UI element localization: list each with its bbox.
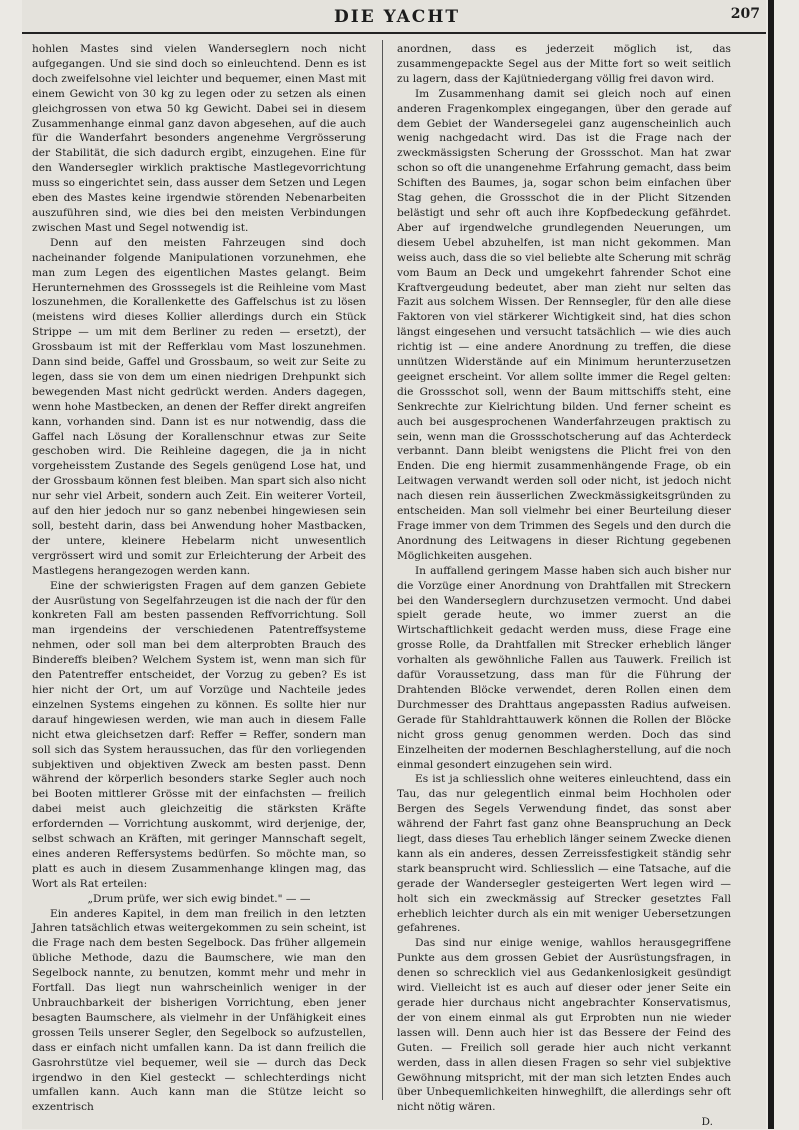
author-signature: D.	[701, 1116, 713, 1129]
column-divider	[382, 40, 383, 1100]
paragraph: hohlen Mastes sind vielen Wanderseglern noch nicht aufgegangen. Und sie sind doch so einleuchtend. Denn es ist doch zweifelsohne viel leichter und bequemer, einen Mast mit einem Gewicht von 30 kg zu legen oder zu setzen als einen gleichgrossen von etwa 50 kg Gewicht. Dabei sei in diesem Zusammenhange einmal ganz davon abgesehen, auf die auch für die Wanderfahrt besonders angenehme Vergrösserung der Stabilität, die sich dadurch ergibt, einzugehen. Eine für den Wandersegler wirklich praktische Mastlegevorrichtung muss so eingerichtet sein, dass ausser dem Setzen und Legen eben des Mastes keine irgendwie störenden Nebenarbeiten auszuführen sind, wie dies bei den meisten Verbindungen zwischen Mast und Segel notwendig ist.	[32, 43, 366, 234]
paragraph: Das sind nur einige wenige, wahllos herausgegriffene Punkte aus dem grossen Gebiet der Ausrüstungsfragen, in denen so schrecklich viel aus Gedankenlosigkeit gesündigt wird. Vielleicht ist es auch auf dieser oder jener Seite ein gerade hier durchaus nicht angebrachter Konservatismus, der von einem einmal als gut Erprobten nun nie wieder lassen will. Denn auch hier ist das Bessere der Feind des Guten. — Freilich soll gerade hier auch nicht verkannt werden, dass in allen diesen Fragen so sehr viel subjektive Gewöhnung mitspricht, mit der man sich letzten Endes auch über Unbequemlichkeiten hinweghilft, die allerdings sehr oft nicht nötig wären.	[397, 937, 731, 1114]
page-edge	[768, 0, 774, 1129]
left-column	[32, 42, 366, 1115]
paragraph: anordnen, dass es jederzeit möglich ist, das zusammengepackte Segel aus der Mitte fort so weit seitlich zu lagern, dass der Kajütniedergang völlig frei davon wird.	[397, 43, 731, 85]
paragraph: Ein anderes Kapitel, in dem man freilich in den letzten Jahren tatsächlich etwas weitergekommen zu sein scheint, ist die Frage nach dem besten Segelbock. Das früher allgemein übliche Methode, dazu die Baumschere, wie man den Segelbock nannte, zu benutzen, kommt mehr und mehr in Fortfall. Das liegt nun wahrscheinlich weniger in der Unbrauchbarkeit der bisherigen Vorrichtung, eben jener besagten Baumschere, als vielmehr in der Unfähigkeit eines grossen Teils unserer Segler, den Segelbock so aufzustellen, dass er einfach nicht umfallen kann. Da ist dann freilich die Gasrohrstütze viel bequemer, weil sie — durch das Deck irgendwo in den Kiel gesteckt — schlechterdings nicht umfallen kann. Auch kann man die Stütze leicht so exzentrisch	[32, 907, 366, 1114]
paragraph: Denn auf den meisten Fahrzeugen sind doch nacheinander folgende Manipulationen vorzunehmen, ehe man zum Legen des eigentlichen Mastes gelangt. Beim Herunternehmen des Grosssegels ist die Reihleine vom Mast loszunehmen, die Korallenkette des Gaffelschus ist zu lösen (meistens wird dieses Kollier allerdings durch ein Stück Strippe — um mit dem Berliner zu reden — ersetzt), der Grossbaum ist mit der Refferklau vom Mast loszunehmen. Dann sind beide, Gaffel und Grossbaum, so weit zur Seite zu legen, dass sie von dem um einen niedrigen Drehpunkt sich bewegenden Mast nicht gedrückt werden. Anders dagegen, wenn hohe Mastbecken, an denen der Reffer direkt angreifen kann, vorhanden sind. Dann ist es nur notwendig, dass die Gaffel nach Lösung der Korallenschnur etwas zur Seite geschoben wird. Die Reihleine dagegen, die ja in nicht vorgeheisstem Zustande des Segels genügend Lose hat, und der Grossbaum können fest bleiben. Man spart sich also nicht nur sehr viel Arbeit, sondern auch Zeit. Ein weiterer Vorteil, auf den hier jedoch nur so ganz nebenbei hingewiesen sein soll, besteht darin, dass bei Anwendung hoher Mastbacken, der untere, kleinere Hebelarm nicht unwesentlich vergrössert wird und somit zur Erleichterung der Arbeit des Mastlegens herangezogen werden kann.	[32, 236, 366, 577]
magazine-title: DIE YACHT	[334, 7, 461, 27]
paragraph: Im Zusammenhang damit sei gleich noch auf einen anderen Fragenkomplex eingegangen, über den gerade auf dem Gebiet der Wandersegelei ganz augenscheinlich auch wenig nachgedacht wird. Das ist die Frage nach der zweckmässigsten Scherung der Grossschot. Man hat zwar schon so oft die unangenehme Erfahrung gemacht, dass beim Schiften des Baumes, ja, sogar schon beim einfachen über Stag gehen, die Grossschot die in der Plicht Sitzenden belästigt und sehr oft auch ihre Kopfbedeckung gefährdet. Aber auf irgendwelche grundlegenden Neuerungen, um diesem Uebel abzuhelfen, ist man nicht gekommen. Man weiss auch, dass die so viel beliebte alte Scherung mit schräg vom Baum an Deck und umgekehrt fahrender Schot eine Kraftvergeudung bedeutet, aber man zieht nur selten das Fazit aus solchem Wissen. Der Rennsegler, für den alle diese Faktoren von viel stärkerer Wichtigkeit sind, hat dies schon längst eingesehen und versucht tatsächlich — wie dies auch richtig ist — eine andere Anordnung zu treffen, die diese unnützen Widerstände auf ein Minimum herunterzusetzen geeignet erscheint. Vor allem sollte immer die Regel gelten: die Grossschot soll, wenn der Baum mittschiffs steht, eine Senkrechte zur Kielrichtung bilden. Und ferner scheint es auch bei ausgesprochenen Wanderfahrzeugen praktisch zu sein, wenn man die Grossschotscherung auf das Achterdeck verbannt. Dann bleibt wenigstens die Plicht frei von den Enden. Die eng hiermit zusammenhängende Frage, ob ein Leitwagen verwandt werden soll oder nicht, ist jedoch nicht nach diesen rein äusserlichen Zweckmässigkeitsgründen zu entscheiden. Man soll vielmehr bei einer Beurteilung dieser Frage immer von dem Trimmen des Segels und den durch die Anordnung des Leitwagens in dieser Richtung gegebenen Möglichkeiten ausgehen.	[397, 87, 731, 562]
page-number: 207	[730, 6, 760, 22]
magazine-page	[22, 0, 766, 1129]
quote-line: „Drum prüfe, wer sich ewig bindet." — —	[87, 892, 311, 905]
paragraph: Eine der schwierigsten Fragen auf dem ganzen Gebiete der Ausrüstung von Segelfahrzeugen ist die nach der für den konkreten Fall am besten passenden Reffvorrichtung. Soll man irgendeins der verschiedenen Patentreffsysteme nehmen, oder soll man bei dem alterprobten Brauch des Bindereffs bleiben? Welchem System ist, wenn man sich für den Patentreffer entscheidet, der Vorzug zu geben? Es ist hier nicht der Ort, um auf Vorzüge und Nachteile jedes einzelnen Systems eingehen zu können. Es sollte hier nur darauf hingewiesen werden, wie man auch in diesem Falle nicht etwa gleichsetzen darf: Reffer = Reffer, sondern man soll sich das System heraussuchen, das für den vorliegenden subjektiven und objektiven Zweck am besten passt. Denn während der körperlich besonders starke Segler auch noch bei Booten mittlerer Grösse mit der einfachsten — freilich dabei meist auch gleichzeitig die stärksten Kräfte erfordernden — Vorrichtung auskommt, wird derjenige, der, selbst schwach an Kräften, mit geringer Mannschaft segelt, eines anderen Reffersystems bedürfen. So möchte man, so platt es auch in diesem Zusammenhange klingen mag, das Wort als Rat erteilen:	[32, 579, 366, 890]
paragraph: In auffallend geringem Masse haben sich auch bisher nur die Vorzüge einer Anordnung von Drahtfallen mit Streckern bei den Wanderseglern durchzusetzen vermocht. Und dabei spielt gerade heute, wo immer zuerst an die Wirtschaftlichkeit gedacht werden muss, diese Frage eine grosse Rolle, da Drahtfallen mit Strecker erheblich länger vorhalten als gewöhnliche Fallen aus Tauwerk. Freilich ist dafür Voraussetzung, dass man für die Führung der Drahtenden Blöcke verwendet, deren Rollen einen dem Durchmesser des Drahttaus angepassten Radius aufweisen. Gerade für Stahldrahttauwerk können die Rollen der Blöcke nicht gross genug genommen werden. Doch das sind Einzelheiten der modernen Beschlagherstellung, auf die noch einmal gesondert einzugehen sein wird.	[397, 564, 731, 771]
page-header	[22, 6, 766, 34]
right-column	[397, 42, 731, 1130]
paragraph: Es ist ja schliesslich ohne weiteres einleuchtend, dass ein Tau, das nur gelegentlich einmal beim Hochholen oder Bergen des Segels Verwendung findet, das sonst aber während der Fahrt fast ganz ohne Beanspruchung an Deck liegt, dass dieses Tau erheblich länger seinem Zwecke dienen kann als ein anderes, dessen Zerreissfestigkeit ständig sehr stark beansprucht wird. Schliesslich — eine Tatsache, auf die gerade der Wandersegler gesteigerten Wert legen wird — holt sich ein zweckmässig auf Strecker gesetztes Fall erheblich leichter durch als ein mit weniger Uebersetzungen gefahrenes.	[397, 773, 731, 935]
